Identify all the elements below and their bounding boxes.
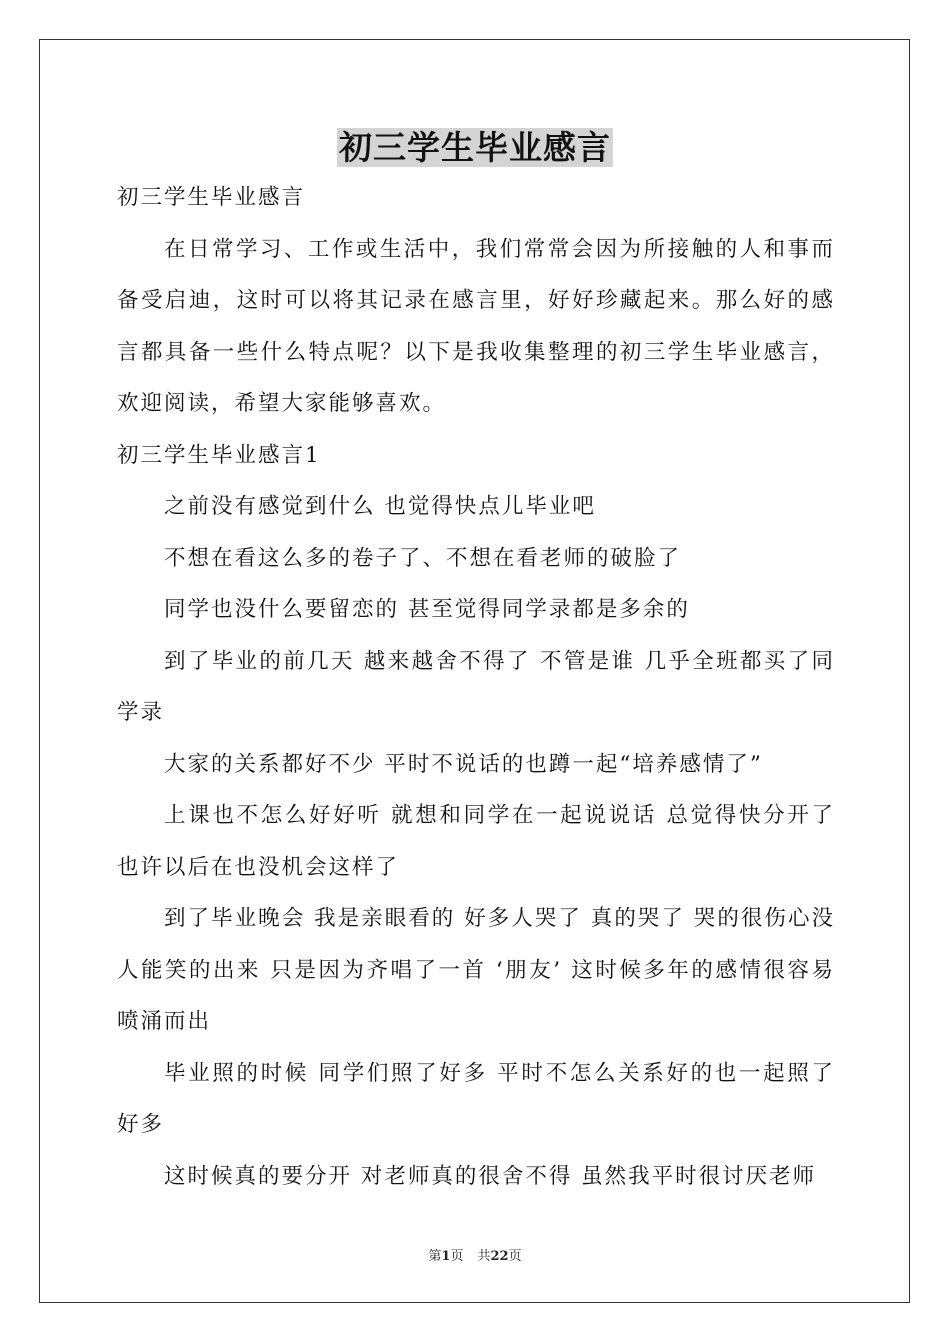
document-body	[117, 172, 835, 1202]
body-paragraph: 到了毕业晚会 我是亲眼看的 好多人哭了 真的哭了 哭的很伤心没人能笑的出来 只是因为齐唱了一首 ‘朋友’ 这时候多年的感情很容易喷涌而出	[117, 906, 835, 1034]
page-number: 1	[441, 1249, 451, 1264]
total-pages: 22	[490, 1249, 509, 1264]
document-title-text: 初三学生毕业感言	[339, 128, 611, 167]
body-paragraph: 这时候真的要分开 对老师真的很舍不得 虽然我平时很讨厌老师	[164, 1163, 817, 1189]
body-paragraph: 到了毕业的前几天 越来越舍不得了 不管是谁 几乎全班都买了同学录	[117, 648, 835, 725]
total-suffix: 页	[508, 1249, 522, 1264]
total-prefix: 共	[477, 1249, 491, 1264]
page-suffix: 页	[450, 1249, 464, 1264]
section-heading: 初三学生毕业感言	[117, 185, 306, 210]
body-paragraph: 同学也没什么要留恋的 甚至觉得同学录都是多余的	[164, 597, 690, 622]
body-paragraph: 上课也不怎么好好听 就想和同学在一起说说话 总觉得快分开了也许以后在也没机会这样了	[117, 803, 835, 880]
page-prefix: 第	[428, 1249, 442, 1264]
body-paragraph: 大家的关系都好不少 平时不说话的也蹲一起“培养感情了”	[164, 751, 763, 777]
section-heading: 初三学生毕业感言1	[117, 442, 321, 468]
page-footer	[0, 1248, 950, 1266]
document-title	[0, 124, 950, 172]
body-paragraph: 不想在看这么多的卷子了、不想在看老师的破脸了	[164, 545, 682, 571]
body-paragraph: 在日常学习、工作或生活中，我们常常会因为所接触的人和事而备受启迪，这时可以将其记录在感言里，好好珍藏起来。那么好的感言都具备一些什么特点呢？以下是我收集整理的初三学生毕业感言，欢迎阅读，希望大家能够喜欢。	[117, 236, 835, 416]
body-paragraph: 毕业照的时候 同学们照了好多 平时不怎么关系好的也一起照了好多	[117, 1060, 835, 1137]
body-paragraph: 之前没有感觉到什么 也觉得快点儿毕业吧	[164, 494, 596, 519]
